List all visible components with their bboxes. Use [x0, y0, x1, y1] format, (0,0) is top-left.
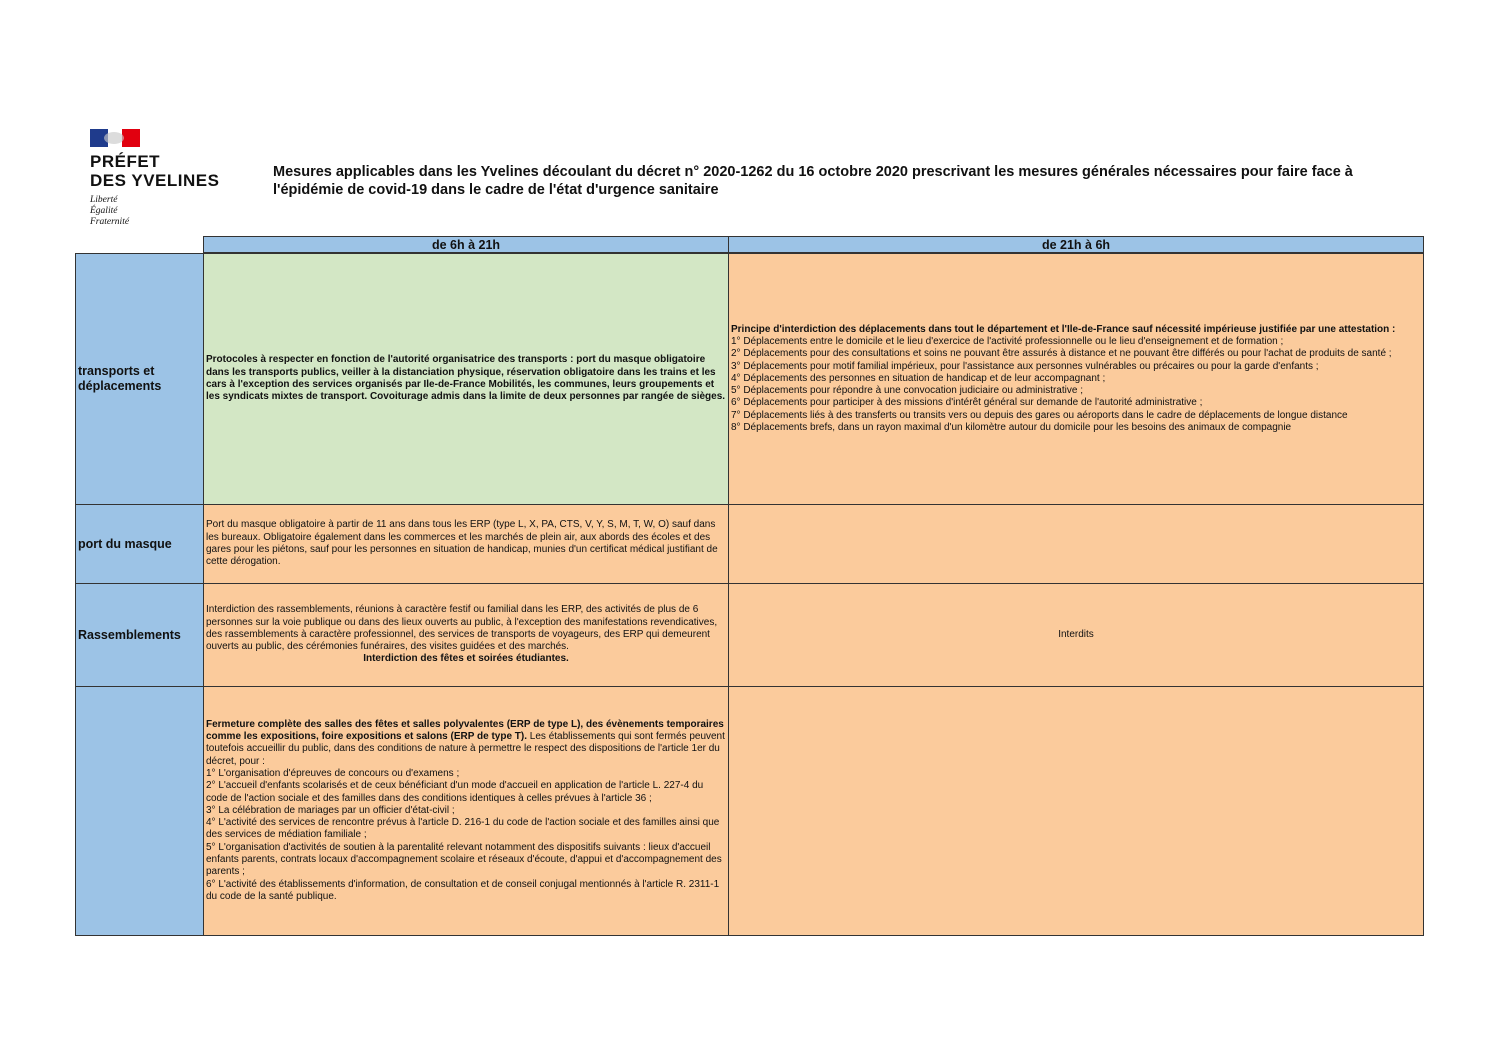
- prefecture-name-line1: PRÉFET: [90, 152, 161, 171]
- cell-text: Interdiction des rassemblements, réunions à caractère festif ou familial dans les ERP, des activités de plus de 6 personnes sur la voie publique ou dans des lieux ouverts au public, à l'exception des manifestations revendicatives, des rassemblements à caractère professionnel, des services de transports de voyageurs, des ERP qui demeurent ouverts au public, des cérémonies funéraires, des visites guidées et des marchés.: [206, 604, 718, 653]
- cell-masque-day: [203, 504, 729, 584]
- night-exceptions-list: 1° Déplacements entre le domicile et le lieu d'exercice de l'activité professionnelle ou le lieu d'enseignement et de formation ; 2° Déplacements pour des consultations et soins ne pouvant être assurés à distance et ne pouvant être différés ou pour l'achat de produits de santé ; 3° Déplacements pour motif familial impérieux, pour l'assistance aux personnes vulnérables ou précaires ou pour la garde d'enfants ; 4° Déplacements des personnes en situation de handicap et de leur accompagnant ; 5° Déplacements pour répondre à une convocation judiciaire ou administrative ; 6° Déplacements pour participer à des missions d'intérêt général sur demande de l'autorité administrative ; 7° Déplacements liés à des transferts ou transits vers ou depuis des gares ou aéroports dans le cadre de déplacements de longue distance 8° Déplacements brefs, dans un rayon maximal d'un kilomètre autour du domicile pour les besoins des animaux de compagnie: [731, 335, 1392, 434]
- cell-content: [206, 719, 726, 903]
- cell-transports-day: [203, 253, 729, 505]
- row-label-text: transports et déplacements: [78, 364, 162, 393]
- cell-transports-night: [728, 253, 1424, 505]
- motto-egalite: Égalité: [90, 206, 118, 216]
- row-label-text: port du masque: [78, 536, 172, 551]
- cell-text: Les établissements qui sont fermés peuvent toutefois accueillir du public, dans des conditions de nature à permettre le respect des dispositions de l'article 1er du décret, pour : 1° L'organisation d'épreuves de concours ou d'examens ; 2° L'accueil d'enfants scolarisés et de ceux bénéficiant d'un mode d'accueil en application de l'article L. 227-4 du code de l'action sociale et des familles dans des conditions identiques à celles prévues à l'article 36 ; 3° La célébration de mariages par un officier d'état-civil ; 4° L'activité des services de rencontre prévus à l'article D. 216-1 du code de l'action sociale et des familles ainsi que des services de médiation familiale ; 5° L'organisation d'activités de soutien à la parentalité relevant notamment des dispositifs suivants : lieux d'accueil enfants parents, contrats locaux d'accompagnement scolaire et réseaux d'écoute, d'appui et d'accompagnement des parents ; 6° L'activité des établissements d'information, de consultation et de conseil conjugal mentionnés à l'article R. 2311-1 du code de la santé publique.: [206, 731, 725, 902]
- column-header-night: de 21h à 6h: [728, 236, 1424, 253]
- cell-text: Protocoles à respecter en fonction de l'autorité organisatrice des transports : port du masque obligatoire dans les transports publics, veiller à la distanciation physique, réservation obligatoire dans les trains et les cars à l'exception des services organisés par Ile-de-France Mobilités, les communes, leurs groupements et les syndicats mixtes de transport. Covoiturage admis dans la limite de deux personnes par rangée de sièges.: [206, 354, 726, 403]
- prefecture-logo: [90, 129, 240, 228]
- cell-text: Interdits: [1058, 628, 1094, 640]
- cell-text: Port du masque obligatoire à partir de 11 ans dans tous les ERP (type L, X, PA, CTS, V, Y, S, M, T, W, O) sauf dans les bureaux. Obligatoire également dans les commerces et les marchés de plein air, aux abords des écoles et des gares pour les piétons, sauf pour les personnes en situation de handicap, munies d'un certificat médical justifiant de cette dérogation.: [206, 519, 718, 568]
- cell-bold-text: Fermeture complète des salles des fêtes et salles polyvalentes (ERP de type L), des évènements temporaires comme les expositions, foire expositions et salons (ERP de type T).: [206, 718, 724, 743]
- cell-rassemblements-day: [203, 583, 729, 687]
- cell-etablissements-night: [728, 686, 1424, 936]
- prefecture-name-line2: DES YVELINES: [90, 171, 220, 190]
- motto-fraternite: Fraternité: [90, 217, 130, 227]
- column-header-day: de 6h à 21h: [203, 236, 729, 253]
- cell-content: [206, 604, 726, 665]
- prefecture-name: [90, 152, 240, 190]
- row-label-etablissements: [75, 686, 204, 936]
- cell-bold-text: Interdiction des fêtes et soirées étudiantes.: [363, 653, 569, 665]
- night-intro-text: Principe d'interdiction des déplacements dans tout le département et l'Ile-de-France sauf nécessité impérieuse justifiée par une attestation :: [731, 323, 1396, 335]
- row-label-transports: [75, 253, 204, 505]
- row-label-masque: [75, 504, 204, 584]
- cell-content: [731, 324, 1395, 435]
- marianne-flag-icon: [90, 129, 140, 147]
- cell-etablissements-day: [203, 686, 729, 936]
- row-label-rassemblements: [75, 583, 204, 687]
- cell-rassemblements-night: [728, 583, 1424, 687]
- row-label-text: Rassemblements: [78, 627, 181, 642]
- republic-motto: [90, 195, 240, 228]
- cell-masque-night: [728, 504, 1424, 584]
- document-title: Mesures applicables dans les Yvelines découlant du décret n° 2020-1262 du 16 octobre 2020 prescrivant les mesures générales nécessaires pour faire face à l'épidémie de covid-19 dans le cadre de l'état d'urgence sanitaire: [273, 164, 1353, 198]
- motto-liberte: Liberté: [90, 195, 118, 205]
